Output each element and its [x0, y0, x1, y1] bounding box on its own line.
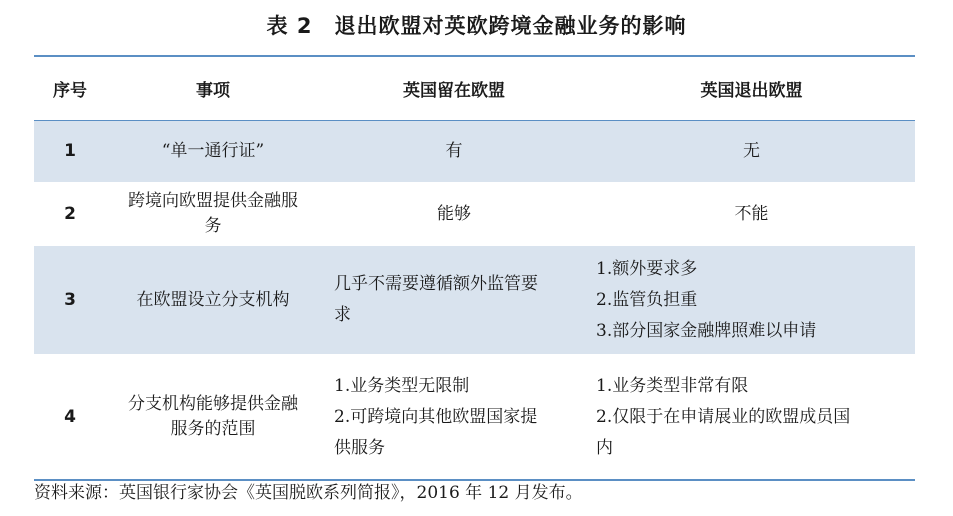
row-number: 1 [34, 121, 106, 183]
table-row [34, 183, 915, 246]
header-item: 事项 [106, 56, 320, 121]
header-leave: 英国退出欧盟 [588, 56, 915, 121]
row-leave: 不能 [588, 183, 915, 246]
row-item: “单一通行证” [106, 121, 320, 183]
row-leave-line: 2.监管负担重 [596, 289, 698, 310]
row-stay: 有 [320, 121, 588, 183]
table-row [34, 121, 915, 183]
row-leave [588, 355, 915, 481]
source-note: 资料来源：英国银行家协会《英国脱欧系列简报》，2016 年 12 月发布。 [34, 483, 583, 503]
data-table [34, 55, 915, 481]
row-leave-line: 3.部分国家金融牌照难以申请 [596, 320, 817, 341]
row-stay [320, 246, 588, 355]
row-leave-line: 内 [596, 437, 613, 458]
header-no: 序号 [34, 56, 106, 121]
table-row [34, 246, 915, 355]
row-item [106, 183, 320, 246]
row-item [106, 355, 320, 481]
row-stay-line: 2.可跨境向其他欧盟国家提 [334, 406, 538, 427]
row-stay-line: 1.业务类型无限制 [334, 375, 470, 396]
row-stay [320, 355, 588, 481]
row-stay-line: 供服务 [334, 437, 385, 458]
table-title [0, 0, 953, 52]
table-header-row [34, 56, 915, 121]
row-leave [588, 246, 915, 355]
row-leave-line: 1.业务类型非常有限 [596, 375, 749, 396]
row-number: 3 [34, 246, 106, 355]
row-stay: 能够 [320, 183, 588, 246]
table-number: 表 2 [266, 14, 313, 38]
row-item: 在欧盟设立分支机构 [106, 246, 320, 355]
row-item-text: 分支机构能够提供金融服务的范围 [128, 394, 298, 439]
row-leave: 无 [588, 121, 915, 183]
table-title-text: 退出欧盟对英欧跨境金融业务的影响 [334, 14, 687, 38]
row-number: 2 [34, 183, 106, 246]
row-item-text: 跨境向欧盟提供金融服务 [128, 191, 298, 236]
row-number: 4 [64, 406, 76, 427]
row-leave-line: 1.额外要求多 [596, 258, 698, 279]
row-stay-line: 求 [334, 305, 351, 325]
header-stay: 英国留在欧盟 [320, 56, 588, 121]
row-stay-line: 几乎不需要遵循额外监管要 [334, 274, 538, 294]
table-row [34, 355, 915, 481]
row-leave-line: 2.仅限于在申请展业的欧盟成员国 [596, 406, 851, 427]
